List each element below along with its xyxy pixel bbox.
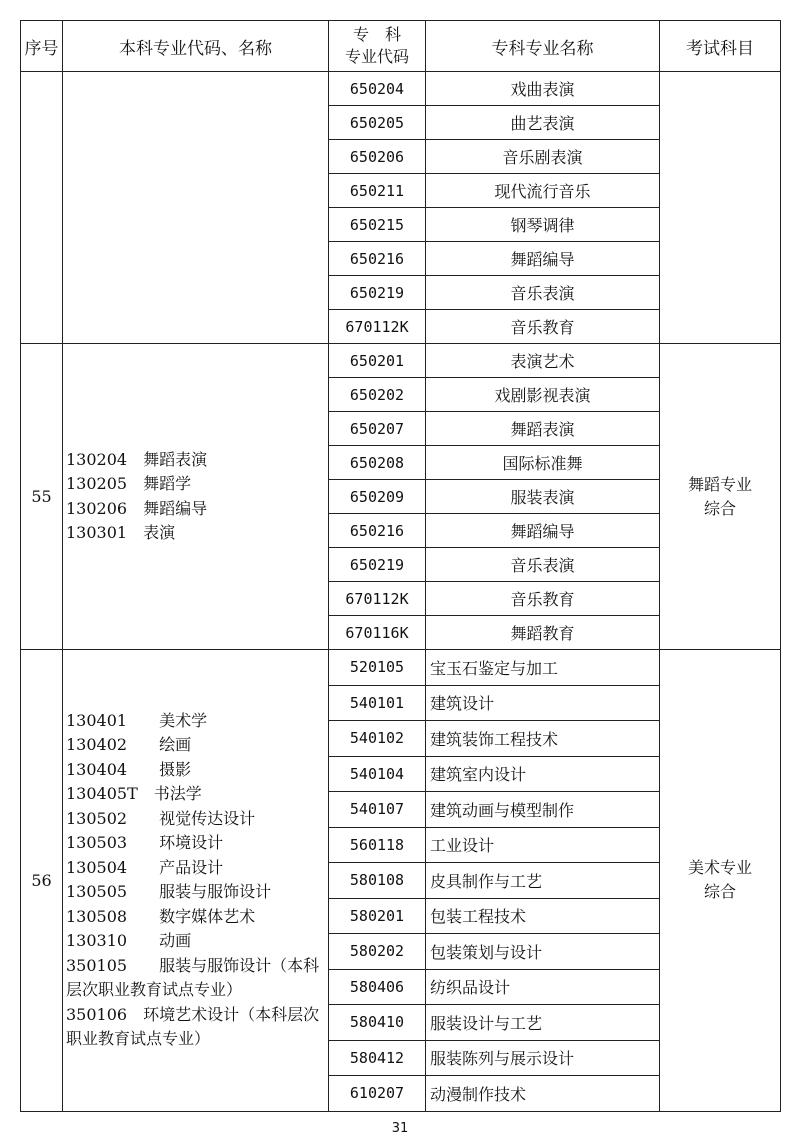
specialty-code: 540101 [329, 685, 426, 721]
seq-cell [21, 72, 63, 344]
specialty-code: 580201 [329, 898, 426, 934]
specialty-code: 580406 [329, 969, 426, 1005]
undergrad-major: 130405T 书法学 [66, 784, 202, 804]
specialty-name: 音乐教育 [426, 582, 660, 616]
specialty-code: 540102 [329, 721, 426, 757]
specialty-name: 舞蹈教育 [426, 616, 660, 650]
specialty-code: 650205 [329, 106, 426, 140]
specialty-name: 动漫制作技术 [426, 1076, 660, 1112]
specialty-name: 宝玉石鉴定与加工 [426, 650, 660, 686]
table-row [21, 344, 781, 378]
specialty-name: 舞蹈编导 [426, 514, 660, 548]
specialty-code: 540107 [329, 792, 426, 828]
specialty-name: 工业设计 [426, 827, 660, 863]
undergrad-cell [63, 72, 329, 344]
specialty-code: 650201 [329, 344, 426, 378]
exam-subject-line: 美术专业 [687, 858, 752, 878]
specialty-name: 表演艺术 [426, 344, 660, 378]
specialty-name: 戏曲表演 [426, 72, 660, 106]
specialty-code: 650209 [329, 480, 426, 514]
specialty-name: 包装工程技术 [426, 898, 660, 934]
seq-cell: 55 [21, 344, 63, 650]
specialty-code: 650206 [329, 140, 426, 174]
specialty-name: 音乐表演 [426, 276, 660, 310]
header-code-line1: 专 科 [352, 25, 401, 44]
specialty-name: 皮具制作与工艺 [426, 863, 660, 899]
specialty-name: 音乐剧表演 [426, 140, 660, 174]
undergrad-major: 130505 服装与服饰设计 [66, 882, 272, 902]
undergrad-major: 130310 动画 [66, 931, 192, 951]
undergrad-major: 130503 环境设计 [66, 833, 224, 853]
seq-cell: 56 [21, 650, 63, 1112]
specialty-code: 670112K [329, 310, 426, 344]
undergrad-major: 130508 数字媒体艺术 [66, 906, 256, 926]
specialty-name: 舞蹈编导 [426, 242, 660, 276]
specialty-name: 音乐表演 [426, 548, 660, 582]
specialty-code: 540104 [329, 756, 426, 792]
undergrad-major: 130402 绘画 [66, 735, 192, 755]
undergrad-major: 350105 服装与服饰设计（本科层次职业教育试点专业） [66, 955, 320, 1000]
page-number: 31 [391, 1121, 409, 1136]
specialty-name: 建筑室内设计 [426, 756, 660, 792]
specialty-code: 520105 [329, 650, 426, 686]
specialty-name: 音乐教育 [426, 310, 660, 344]
specialty-name: 国际标准舞 [426, 446, 660, 480]
exam-subject-line: 综合 [703, 498, 736, 518]
header-undergrad: 本科专业代码、名称 [63, 21, 329, 72]
specialty-code: 650202 [329, 378, 426, 412]
undergrad-major: 130206 舞蹈编导 [66, 498, 208, 518]
undergrad-major: 130404 摄影 [66, 759, 192, 779]
table-row [21, 650, 781, 686]
undergrad-major: 130204 舞蹈表演 [66, 449, 208, 469]
header-name: 专科专业名称 [426, 21, 660, 72]
exam-subject-cell [660, 650, 781, 1112]
specialty-name: 建筑装饰工程技术 [426, 721, 660, 757]
undergrad-major: 130301 表演 [66, 523, 176, 542]
specialty-name: 服装设计与工艺 [426, 1005, 660, 1041]
specialty-code: 610207 [329, 1076, 426, 1112]
specialty-name: 现代流行音乐 [426, 174, 660, 208]
specialty-code: 650204 [329, 72, 426, 106]
header-row [21, 21, 781, 72]
exam-subject-line: 综合 [703, 882, 736, 902]
undergrad-major: 130401 美术学 [66, 710, 208, 730]
specialty-name: 服装表演 [426, 480, 660, 514]
specialty-code: 670112K [329, 582, 426, 616]
undergrad-cell [63, 650, 329, 1112]
table-body [21, 72, 781, 1112]
specialty-code: 650219 [329, 276, 426, 310]
specialty-name: 包装策划与设计 [426, 934, 660, 970]
exam-subject-line: 舞蹈专业 [687, 474, 752, 494]
table-row [21, 72, 781, 106]
header-subject: 考试科目 [660, 21, 781, 72]
specialty-name: 曲艺表演 [426, 106, 660, 140]
specialty-name: 服装陈列与展示设计 [426, 1040, 660, 1076]
specialty-code: 650211 [329, 174, 426, 208]
admission-table [20, 20, 781, 1112]
undergrad-major: 130504 产品设计 [66, 857, 224, 877]
specialty-code: 650207 [329, 412, 426, 446]
specialty-code: 650216 [329, 242, 426, 276]
specialty-name: 钢琴调律 [426, 208, 660, 242]
specialty-name: 纺织品设计 [426, 969, 660, 1005]
specialty-code: 650208 [329, 446, 426, 480]
header-code-line2: 专业代码 [344, 47, 409, 66]
specialty-code: 670116K [329, 616, 426, 650]
specialty-name: 建筑设计 [426, 685, 660, 721]
exam-subject-cell [660, 344, 781, 650]
specialty-name: 建筑动画与模型制作 [426, 792, 660, 828]
exam-subject-cell [660, 72, 781, 344]
specialty-code: 650216 [329, 514, 426, 548]
specialty-name: 戏剧影视表演 [426, 378, 660, 412]
specialty-code: 580108 [329, 863, 426, 899]
undergrad-major: 130502 视觉传达设计 [66, 808, 256, 828]
specialty-code: 580202 [329, 934, 426, 970]
specialty-code: 580412 [329, 1040, 426, 1076]
header-seq: 序号 [21, 21, 63, 72]
undergrad-major: 350106 环境艺术设计（本科层次职业教育试点专业） [66, 1004, 320, 1049]
specialty-code: 560118 [329, 827, 426, 863]
header-code [329, 21, 426, 72]
undergrad-major: 130205 舞蹈学 [66, 474, 192, 493]
specialty-code: 650215 [329, 208, 426, 242]
specialty-name: 舞蹈表演 [426, 412, 660, 446]
undergrad-cell [63, 344, 329, 650]
specialty-code: 650219 [329, 548, 426, 582]
specialty-code: 580410 [329, 1005, 426, 1041]
